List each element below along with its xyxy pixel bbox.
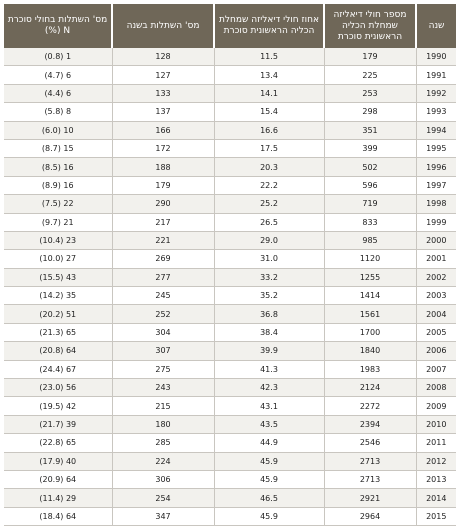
cell-diabetic-transplants: (20.8) 64 xyxy=(4,342,112,360)
header-diabetic-transplants: מס' השתלות בחולי סוכרת N (%) xyxy=(4,4,112,48)
cell-year: 2001 xyxy=(416,250,456,268)
table-row xyxy=(4,195,456,213)
cell-diabetic-transplants: (23.0) 56 xyxy=(4,379,112,397)
cell-dialysis-count: 298 xyxy=(324,103,416,121)
cell-dialysis-pct: 16.6 xyxy=(214,121,324,139)
cell-transplants: 221 xyxy=(112,231,214,249)
cell-transplants: 254 xyxy=(112,489,214,507)
cell-diabetic-transplants: (21.3) 65 xyxy=(4,323,112,341)
cell-transplants: 166 xyxy=(112,121,214,139)
cell-diabetic-transplants: (8.7) 15 xyxy=(4,139,112,157)
cell-year: 1994 xyxy=(416,121,456,139)
cell-diabetic-transplants: (5.8) 8 xyxy=(4,103,112,121)
cell-transplants: 304 xyxy=(112,323,214,341)
table-row xyxy=(4,66,456,84)
cell-dialysis-count: 1561 xyxy=(324,305,416,323)
table-body xyxy=(4,48,456,526)
cell-dialysis-count: 2713 xyxy=(324,470,416,488)
cell-dialysis-count: 719 xyxy=(324,195,416,213)
table-row xyxy=(4,489,456,507)
cell-transplants: 307 xyxy=(112,342,214,360)
cell-dialysis-pct: 36.8 xyxy=(214,305,324,323)
cell-year: 2014 xyxy=(416,489,456,507)
cell-dialysis-count: 253 xyxy=(324,84,416,102)
cell-dialysis-pct: 43.1 xyxy=(214,397,324,415)
cell-dialysis-count: 2713 xyxy=(324,452,416,470)
cell-diabetic-transplants: (8.5) 16 xyxy=(4,158,112,176)
table-row xyxy=(4,84,456,102)
cell-year: 2007 xyxy=(416,360,456,378)
cell-dialysis-pct: 45.9 xyxy=(214,507,324,525)
table-row xyxy=(4,176,456,194)
cell-dialysis-count: 502 xyxy=(324,158,416,176)
cell-transplants: 243 xyxy=(112,379,214,397)
cell-dialysis-count: 985 xyxy=(324,231,416,249)
cell-transplants: 285 xyxy=(112,434,214,452)
table-row xyxy=(4,231,456,249)
header-year: שנה xyxy=(416,4,456,48)
cell-dialysis-pct: 35.2 xyxy=(214,287,324,305)
cell-dialysis-count: 1255 xyxy=(324,268,416,286)
cell-diabetic-transplants: (4.7) 6 xyxy=(4,66,112,84)
cell-dialysis-pct: 38.4 xyxy=(214,323,324,341)
cell-transplants: 277 xyxy=(112,268,214,286)
header-row xyxy=(4,4,456,48)
cell-dialysis-count: 1840 xyxy=(324,342,416,360)
cell-transplants: 217 xyxy=(112,213,214,231)
cell-diabetic-transplants: (9.7) 21 xyxy=(4,213,112,231)
cell-year: 2003 xyxy=(416,287,456,305)
cell-year: 1991 xyxy=(416,66,456,84)
cell-dialysis-pct: 41.3 xyxy=(214,360,324,378)
cell-transplants: 224 xyxy=(112,452,214,470)
table-row xyxy=(4,121,456,139)
cell-dialysis-pct: 17.5 xyxy=(214,139,324,157)
cell-transplants: 347 xyxy=(112,507,214,525)
header-dialysis-pct: אחוז חולי דיאליזה שמחלת הכליה הראשונית סוכרת xyxy=(214,4,324,48)
cell-year: 2009 xyxy=(416,397,456,415)
cell-year: 1995 xyxy=(416,139,456,157)
cell-dialysis-pct: 45.9 xyxy=(214,452,324,470)
cell-diabetic-transplants: (14.2) 35 xyxy=(4,287,112,305)
cell-transplants: 252 xyxy=(112,305,214,323)
cell-dialysis-pct: 46.5 xyxy=(214,489,324,507)
cell-year: 2013 xyxy=(416,470,456,488)
table-row xyxy=(4,470,456,488)
cell-diabetic-transplants: (4.4) 6 xyxy=(4,84,112,102)
cell-year: 1999 xyxy=(416,213,456,231)
cell-transplants: 245 xyxy=(112,287,214,305)
cell-dialysis-pct: 33.2 xyxy=(214,268,324,286)
cell-year: 2015 xyxy=(416,507,456,525)
cell-diabetic-transplants: (22.8) 65 xyxy=(4,434,112,452)
cell-transplants: 269 xyxy=(112,250,214,268)
cell-dialysis-pct: 13.4 xyxy=(214,66,324,84)
cell-dialysis-count: 2921 xyxy=(324,489,416,507)
cell-year: 2010 xyxy=(416,415,456,433)
cell-diabetic-transplants: (19.5) 42 xyxy=(4,397,112,415)
cell-dialysis-pct: 11.5 xyxy=(214,48,324,66)
cell-dialysis-pct: 42.3 xyxy=(214,379,324,397)
cell-dialysis-pct: 43.5 xyxy=(214,415,324,433)
cell-transplants: 133 xyxy=(112,84,214,102)
cell-diabetic-transplants: (6.0) 10 xyxy=(4,121,112,139)
cell-diabetic-transplants: (18.4) 64 xyxy=(4,507,112,525)
cell-dialysis-count: 179 xyxy=(324,48,416,66)
cell-dialysis-count: 399 xyxy=(324,139,416,157)
table-row xyxy=(4,158,456,176)
cell-transplants: 290 xyxy=(112,195,214,213)
cell-diabetic-transplants: (10.4) 23 xyxy=(4,231,112,249)
cell-diabetic-transplants: (17.9) 40 xyxy=(4,452,112,470)
cell-year: 2012 xyxy=(416,452,456,470)
cell-dialysis-count: 2394 xyxy=(324,415,416,433)
cell-diabetic-transplants: (7.5) 22 xyxy=(4,195,112,213)
cell-dialysis-count: 1983 xyxy=(324,360,416,378)
cell-dialysis-pct: 31.0 xyxy=(214,250,324,268)
cell-year: 2000 xyxy=(416,231,456,249)
cell-diabetic-transplants: (20.2) 51 xyxy=(4,305,112,323)
cell-dialysis-count: 1414 xyxy=(324,287,416,305)
cell-diabetic-transplants: (0.8) 1 xyxy=(4,48,112,66)
cell-dialysis-pct: 20.3 xyxy=(214,158,324,176)
cell-dialysis-pct: 14.1 xyxy=(214,84,324,102)
cell-transplants: 306 xyxy=(112,470,214,488)
cell-diabetic-transplants: (24.4) 67 xyxy=(4,360,112,378)
cell-diabetic-transplants: (20.9) 64 xyxy=(4,470,112,488)
cell-diabetic-transplants: (11.4) 29 xyxy=(4,489,112,507)
table-row xyxy=(4,139,456,157)
cell-year: 2005 xyxy=(416,323,456,341)
cell-dialysis-pct: 15.4 xyxy=(214,103,324,121)
cell-year: 2006 xyxy=(416,342,456,360)
cell-dialysis-count: 596 xyxy=(324,176,416,194)
cell-dialysis-pct: 22.2 xyxy=(214,176,324,194)
cell-year: 2008 xyxy=(416,379,456,397)
table-row xyxy=(4,507,456,525)
table-row xyxy=(4,268,456,286)
cell-year: 1990 xyxy=(416,48,456,66)
cell-year: 2004 xyxy=(416,305,456,323)
cell-dialysis-count: 833 xyxy=(324,213,416,231)
cell-dialysis-count: 2124 xyxy=(324,379,416,397)
cell-transplants: 215 xyxy=(112,397,214,415)
cell-year: 1992 xyxy=(416,84,456,102)
table-row xyxy=(4,397,456,415)
table-row xyxy=(4,103,456,121)
cell-dialysis-pct: 29.0 xyxy=(214,231,324,249)
cell-dialysis-count: 2546 xyxy=(324,434,416,452)
cell-dialysis-pct: 39.9 xyxy=(214,342,324,360)
cell-transplants: 128 xyxy=(112,48,214,66)
cell-dialysis-pct: 26.5 xyxy=(214,213,324,231)
cell-dialysis-count: 351 xyxy=(324,121,416,139)
cell-transplants: 137 xyxy=(112,103,214,121)
cell-transplants: 188 xyxy=(112,158,214,176)
table-row xyxy=(4,415,456,433)
cell-year: 2002 xyxy=(416,268,456,286)
table-header xyxy=(4,4,456,48)
cell-dialysis-count: 1120 xyxy=(324,250,416,268)
cell-year: 2011 xyxy=(416,434,456,452)
table-row xyxy=(4,250,456,268)
cell-year: 1996 xyxy=(416,158,456,176)
table-row xyxy=(4,452,456,470)
cell-dialysis-pct: 45.9 xyxy=(214,470,324,488)
cell-transplants: 275 xyxy=(112,360,214,378)
table-row xyxy=(4,323,456,341)
cell-dialysis-count: 2272 xyxy=(324,397,416,415)
cell-year: 1998 xyxy=(416,195,456,213)
cell-diabetic-transplants: (15.5) 43 xyxy=(4,268,112,286)
cell-transplants: 127 xyxy=(112,66,214,84)
header-dialysis-count: מספר חולי דיאליזה שמחלת הכליה הראשונית סוכרת xyxy=(324,4,416,48)
table-row xyxy=(4,305,456,323)
table-row xyxy=(4,379,456,397)
dialysis-transplant-table xyxy=(4,4,456,526)
cell-transplants: 180 xyxy=(112,415,214,433)
table-row xyxy=(4,360,456,378)
cell-dialysis-count: 225 xyxy=(324,66,416,84)
table-row xyxy=(4,342,456,360)
cell-dialysis-count: 2964 xyxy=(324,507,416,525)
header-transplants: מס' השתלות בשנה xyxy=(112,4,214,48)
cell-dialysis-pct: 25.2 xyxy=(214,195,324,213)
cell-diabetic-transplants: (10.0) 27 xyxy=(4,250,112,268)
cell-transplants: 179 xyxy=(112,176,214,194)
cell-diabetic-transplants: (21.7) 39 xyxy=(4,415,112,433)
cell-dialysis-pct: 44.9 xyxy=(214,434,324,452)
table-row xyxy=(4,48,456,66)
table-row xyxy=(4,213,456,231)
cell-diabetic-transplants: (8.9) 16 xyxy=(4,176,112,194)
cell-year: 1997 xyxy=(416,176,456,194)
cell-transplants: 172 xyxy=(112,139,214,157)
table-row xyxy=(4,434,456,452)
cell-dialysis-count: 1700 xyxy=(324,323,416,341)
table-row xyxy=(4,287,456,305)
cell-year: 1993 xyxy=(416,103,456,121)
